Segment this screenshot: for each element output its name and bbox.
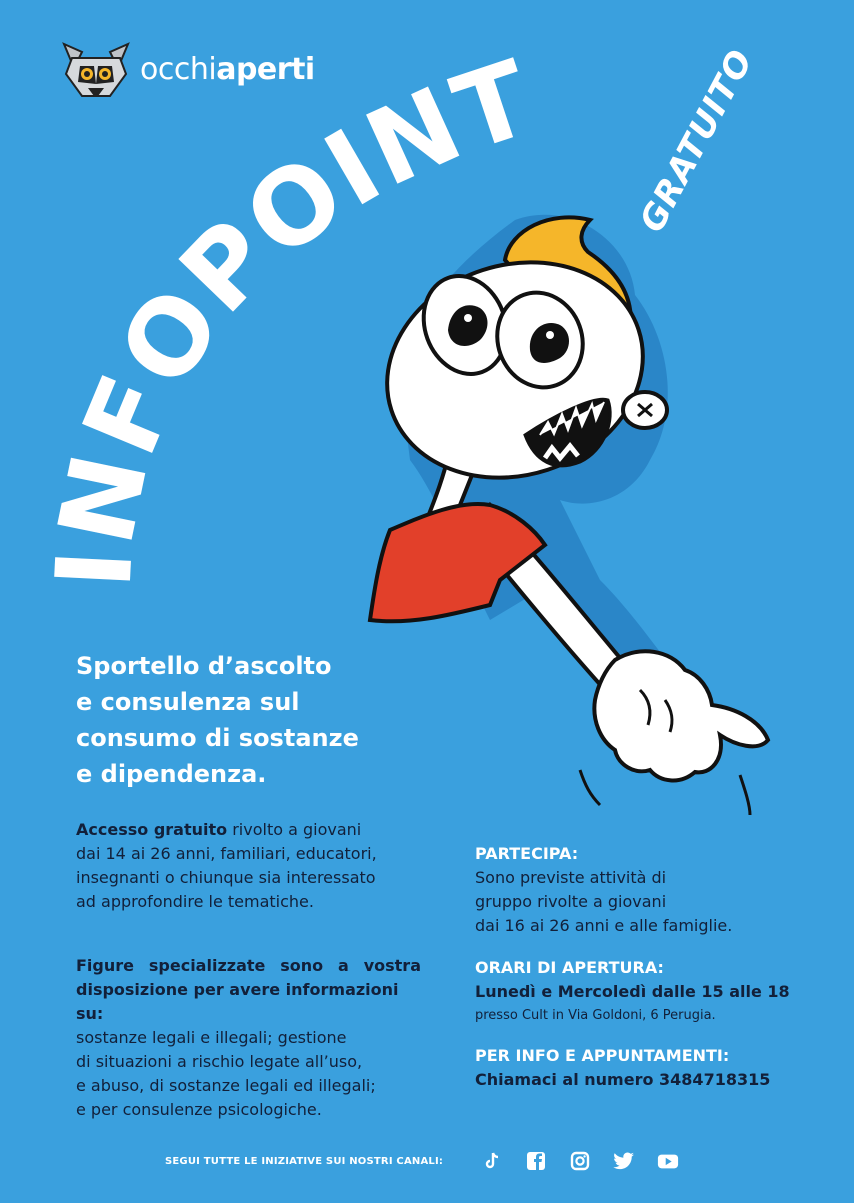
orari-place: presso Cult in Via Goldoni, 6 Perugia. (475, 1008, 716, 1023)
figures-text: e per consulenze psicologiche. (76, 1100, 322, 1119)
facebook-icon[interactable] (525, 1150, 547, 1172)
headline-line: e consulenza sul (76, 688, 300, 716)
headline-line: e dipendenza. (76, 760, 267, 788)
figures-paragraph (76, 954, 421, 1122)
instagram-icon[interactable] (569, 1150, 591, 1172)
access-text: rivolto a giovani (227, 820, 362, 839)
figures-bold: Figure specializzate sono a vostra (76, 956, 421, 975)
title-text: INFOPOINT (32, 36, 548, 592)
partecipa-label: PARTECIPA: (475, 844, 579, 863)
twitter-icon[interactable] (613, 1150, 635, 1172)
brand-wordmark: occhiaperti (140, 51, 315, 87)
youtube-icon[interactable] (657, 1150, 679, 1172)
partecipa-text: dai 16 ai 26 anni e alle famiglie. (475, 916, 733, 935)
headline-line: consumo di sostanze (76, 724, 359, 752)
access-text: insegnanti o chiunque sia interessato (76, 868, 376, 887)
access-text: ad approfondire le tematiche. (76, 892, 314, 911)
footer-text: SEGUI TUTTE LE INIZIATIVE SUI NOSTRI CANALI: (165, 1155, 444, 1167)
info-phone: Chiamaci al numero 3484718315 (475, 1070, 771, 1089)
figures-bold: disposizione per avere informazioni su: (76, 980, 399, 1023)
figures-text: e abuso, di sostanze legali ed illegali; (76, 1076, 376, 1095)
access-paragraph (76, 818, 421, 914)
tiktok-icon[interactable] (481, 1150, 503, 1172)
figures-text: di situazioni a rischio legate all’uso, (76, 1052, 363, 1071)
hand (580, 651, 768, 815)
info-label: PER INFO E APPUNTAMENTI: (475, 1046, 730, 1065)
orari-days: Lunedì e Mercoledì dalle 15 alle 18 (475, 982, 790, 1001)
partecipa-section (475, 842, 805, 938)
social-links (481, 1150, 679, 1172)
orari-label: ORARI DI APERTURA: (475, 958, 664, 977)
gratuito-badge: GRATUITO (632, 42, 762, 239)
headline-line: Sportello d’ascolto (76, 652, 332, 680)
access-bold: Accesso gratuito (76, 820, 228, 839)
info-section (475, 1044, 805, 1092)
footer (165, 1150, 725, 1172)
partecipa-text: Sono previste attività di (475, 868, 667, 887)
headline (76, 648, 436, 792)
orari-section (475, 956, 805, 1028)
access-text: dai 14 ai 26 anni, familiari, educatori, (76, 844, 377, 863)
svg-text:INFOPOINT (33, 36, 548, 591)
figures-text: sostanze legali e illegali; gestione (76, 1028, 347, 1047)
partecipa-text: gruppo rivolte a giovani (475, 892, 667, 911)
